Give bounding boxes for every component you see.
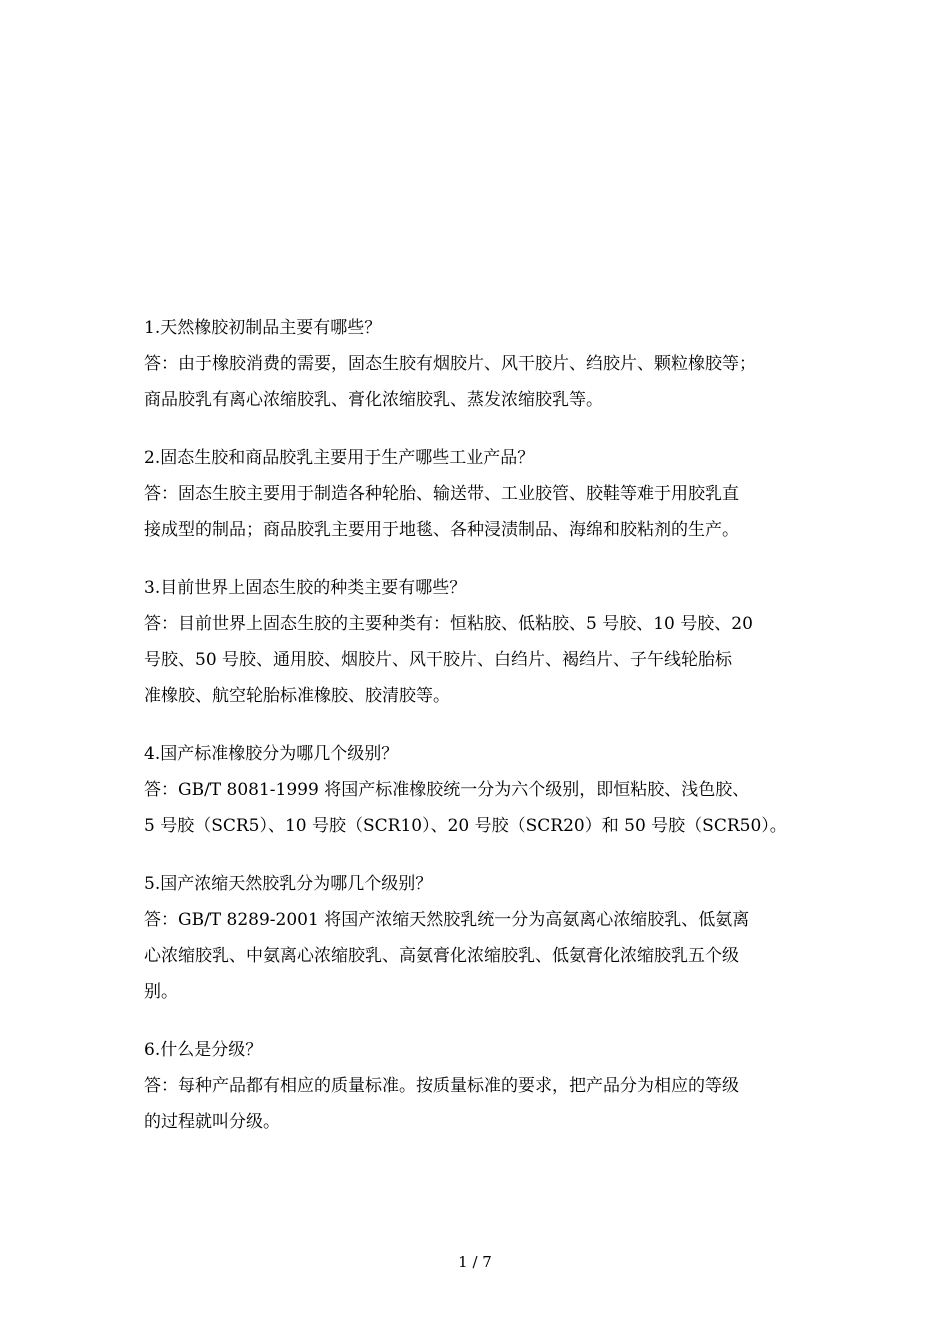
qa-item-4 [144, 736, 814, 844]
answer-5-line-2: 心浓缩胶乳、中氨离心浓缩胶乳、高氨膏化浓缩胶乳、低氨膏化浓缩胶乳五个级 [144, 946, 739, 966]
answer-2-line-1: 答：固态生胶主要用于制造各种轮胎、输送带、工业胶管、胶鞋等难于用胶乳直 [144, 484, 739, 504]
qa-item-6 [144, 1032, 814, 1140]
answer-1-line-1: 答：由于橡胶消费的需要，固态生胶有烟胶片、风干胶片、绉胶片、颗粒橡胶等； [144, 354, 756, 374]
question-3: 3.目前世界上固态生胶的种类主要有哪些？ [144, 578, 467, 598]
document-body [144, 310, 814, 1162]
question-1: 1.天然橡胶初制品主要有哪些？ [144, 318, 382, 338]
question-6: 6.什么是分级？ [144, 1040, 263, 1060]
answer-5-line-1: 答：GB/T 8289-2001 将国产浓缩天然胶乳统一分为高氨离心浓缩胶乳、低氨离 [144, 910, 750, 930]
question-5: 5.国产浓缩天然胶乳分为哪几个级别？ [144, 874, 433, 894]
qa-item-2 [144, 440, 814, 548]
answer-3-line-3: 准橡胶、航空轮胎标准橡胶、胶清胶等。 [144, 686, 450, 706]
qa-item-3 [144, 570, 814, 714]
answer-2-line-2: 接成型的制品；商品胶乳主要用于地毯、各种浸渍制品、海绵和胶粘剂的生产。 [144, 520, 739, 540]
question-2: 2.固态生胶和商品胶乳主要用于生产哪些工业产品？ [144, 448, 535, 468]
answer-6-line-2: 的过程就叫分级。 [144, 1112, 280, 1132]
answer-1-line-2: 商品胶乳有离心浓缩胶乳、膏化浓缩胶乳、蒸发浓缩胶乳等。 [144, 390, 603, 410]
page-number: 1 / 7 [458, 1253, 492, 1271]
answer-3-line-2: 号胶、50 号胶、通用胶、烟胶片、风干胶片、白绉片、褐绉片、子午线轮胎标 [144, 650, 733, 670]
answer-4-line-1: 答：GB/T 8081-1999 将国产标准橡胶统一分为六个级别，即恒粘胶、浅色胶、 [144, 780, 750, 800]
answer-5-line-3: 别。 [144, 982, 178, 1002]
answer-4-line-2: 5 号胶（SCR5）、10 号胶（SCR10）、20 号胶（SCR20）和 50 号胶（SCR50）。 [144, 816, 787, 836]
qa-item-5 [144, 866, 814, 1010]
question-4: 4.国产标准橡胶分为哪几个级别？ [144, 744, 399, 764]
answer-6-line-1: 答：每种产品都有相应的质量标准。按质量标准的要求，把产品分为相应的等级 [144, 1076, 739, 1096]
qa-item-1 [144, 310, 814, 418]
answer-3-line-1: 答：目前世界上固态生胶的主要种类有：恒粘胶、低粘胶、5 号胶、10 号胶、20 [144, 614, 753, 634]
